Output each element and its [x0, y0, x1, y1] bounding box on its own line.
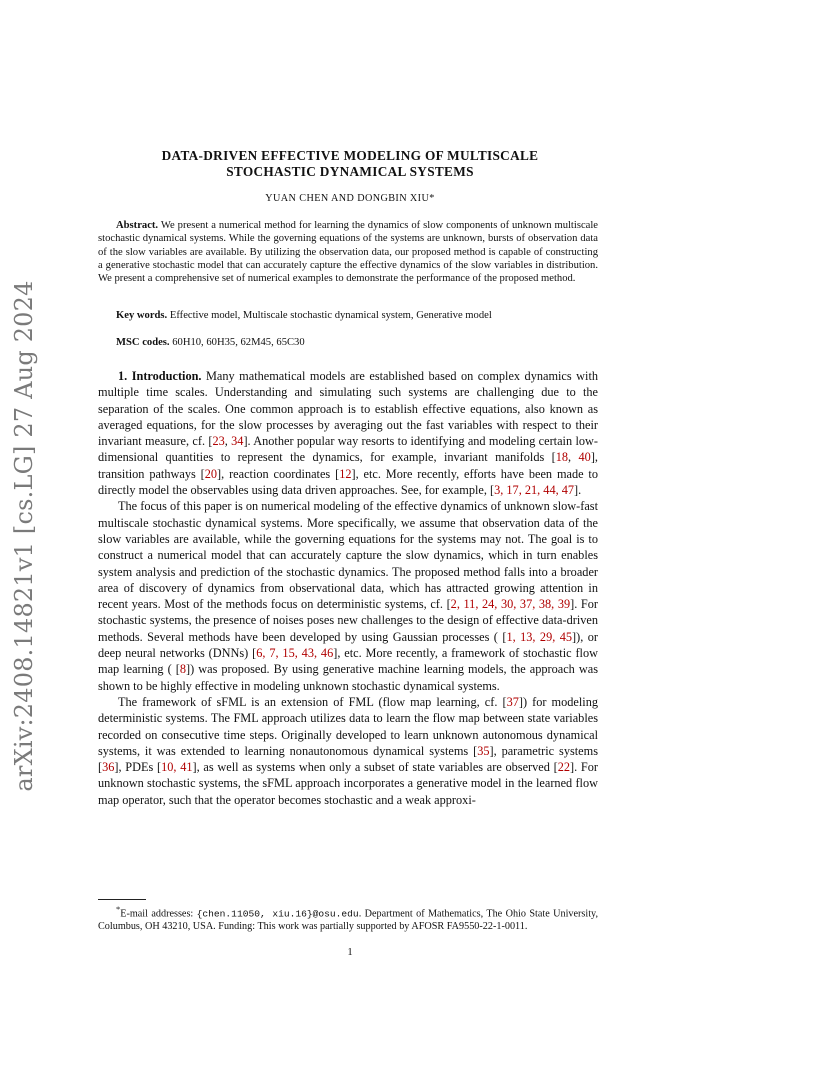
- citation-link[interactable]: 1, 13, 29, 45: [506, 629, 573, 644]
- p1-seg-12: ], etc. More recently, efforts have been made to directly model the observables using data driven approaches. See, for example, [: [98, 466, 599, 498]
- citation-link[interactable]: 8: [179, 662, 186, 677]
- citation-link[interactable]: 2, 11, 24, 30, 37, 38, 39: [450, 597, 571, 612]
- citation-link[interactable]: 3, 17, 21, 44, 47: [494, 483, 575, 498]
- footnote: [98, 903, 598, 934]
- p1-seg-6: ,: [568, 450, 579, 465]
- paragraph-3: [98, 694, 598, 808]
- citation-link[interactable]: 34: [231, 434, 244, 449]
- abstract: [98, 219, 598, 285]
- p3-seg-6: ], PDEs [: [114, 760, 162, 775]
- keywords-text: Effective model, Multiscale stochastic dynamical system, Generative model: [169, 310, 492, 321]
- p3-seg-10: ]. For unknown stochastic systems, the sFML approach incorporates a generative model in the learned flow map operator, such that the operator becomes stochastic and a weak approxi-: [98, 760, 598, 807]
- footnote-emails: {chen.11050, xiu.16}@osu.edu: [196, 908, 359, 920]
- abstract-text: We present a numerical method for learning the dynamics of slow components of unknown multiscale stochastic dynamical systems. While the governing equations of the systems are unknown, bursts of observation data of the slow variables are available. By utilizing the observation data, our proposed method is capable of constructing a generative stochastic model that can accurately capture the effective dynamics of the slow variables in distribution. We present a comprehensive set of numerical examples to demonstrate the performance of the proposed method.: [98, 220, 598, 285]
- p1-seg-10: ], reaction coordinates [: [217, 466, 340, 481]
- footnote-mark: *: [116, 904, 121, 914]
- citation-link[interactable]: 6, 7, 15, 43, 46: [256, 646, 334, 661]
- p1-seg-4: ]. Another popular way resorts to identifying and modeling certain low-dimensional quantities to represent the dynamics, for example, invariant manifolds [: [98, 434, 598, 465]
- author-list: YUAN CHEN AND DONGBIN XIU*: [265, 193, 435, 204]
- p1-seg-0: Many mathematical models are established based on complex dynamics with multiple time scales. Understanding and simulating such systems are challenging due to the separation of the scales. One common approach is to establish effective equations, also known as averaged equations, for the slow processes by averaging out the fast variables with respect to their invariant measure, cf. [: [98, 369, 599, 449]
- p3-seg-8: ], as well as systems when only a subset of state variables are observed [: [192, 760, 558, 775]
- p2-seg-0: The focus of this paper is on numerical modeling of the effective dynamics of unknown slow-fast multiscale stochastic dynamical systems. More specifically, we assume that observation data of the slow variables are available, while the governing equations for the systems may not. The goal is to construct a numerical model that can accurately capture the slow dynamics, which in turn enables system analysis and prediction of the stochastic dynamics. The proposed method falls into a broader area of discovery of dynamics from observational data, which has attracted growing attention in recent years. Most of the methods focus on deterministic systems, cf. [: [98, 499, 598, 612]
- section-heading: 1. Introduction.: [118, 369, 202, 383]
- citation-link[interactable]: 10, 41: [161, 760, 193, 775]
- p2-seg-4: ]), or deep neural networks (DNNs) [: [98, 629, 598, 661]
- citation-link[interactable]: 35: [477, 743, 490, 758]
- paragraph-1: [98, 368, 598, 498]
- citation-link[interactable]: 23: [212, 434, 225, 449]
- citation-link[interactable]: 37: [506, 694, 519, 709]
- footnote-post: . Department of Mathematics, The Ohio State University, Columbus, OH 43210, USA. Funding: This work was partially supported by AFOSR FA9550-22-1-0011.: [98, 908, 599, 933]
- p2-seg-6: ], etc. More recently, a framework of stochastic flow map learning ( [: [98, 646, 599, 677]
- body-text: [98, 368, 598, 808]
- arxiv-stamp-text: arXiv:2408.14821v1 [cs.LG] 27 Aug 2024: [10, 280, 38, 792]
- p3-seg-0: The framework of sFML is an extension of FML (flow map learning, cf. [: [118, 694, 507, 709]
- footnote-pre: E-mail addresses:: [120, 908, 197, 920]
- title-line-2: STOCHASTIC DYNAMICAL SYSTEMS: [226, 164, 474, 179]
- p1-seg-2: ,: [224, 434, 232, 449]
- abstract-label: Abstract.: [116, 220, 159, 231]
- keywords: [98, 309, 598, 322]
- p3-seg-4: ], parametric systems [: [98, 743, 598, 775]
- citation-link[interactable]: 40: [578, 450, 591, 465]
- citation-link[interactable]: 20: [204, 466, 218, 481]
- page-number: 1: [347, 947, 353, 958]
- msc-label: MSC codes.: [116, 337, 170, 348]
- citation-link[interactable]: 12: [339, 466, 352, 481]
- citation-link[interactable]: 18: [555, 450, 569, 465]
- msc-text: 60H10, 60H35, 62M45, 65C30: [172, 337, 305, 348]
- citation-link[interactable]: 36: [102, 760, 115, 775]
- p3-seg-2: ]) for modeling deterministic systems. The FML approach utilizes data to learn the flow map between state variables recorded on consecutive time steps. Originally developed to learn unknown autonomous dynamical systems, it was extended to learning nonautonomous dynamical systems [: [98, 694, 598, 758]
- p2-seg-8: ]) was proposed. By using generative machine learning models, the approach was shown to be highly effective in modeling unknown stochastic dynamical systems.: [98, 662, 599, 693]
- p1-seg-8: ], transition pathways [: [98, 450, 598, 481]
- citation-link[interactable]: 22: [557, 760, 571, 775]
- keywords-label: Key words.: [116, 310, 168, 321]
- footnote-rule: [98, 899, 146, 900]
- p1-seg-14: ].: [574, 483, 582, 498]
- paragraph-2: [98, 498, 598, 694]
- title-line-1: DATA-DRIVEN EFFECTIVE MODELING OF MULTISCALE: [161, 148, 539, 163]
- paper-title: [100, 148, 600, 180]
- p2-seg-2: ]. For stochastic systems, the presence of noises poses new challenges to the design of effective data-driven methods. Several methods have been developed by using Gaussian processes ( [: [98, 597, 599, 644]
- msc-codes: [98, 336, 598, 349]
